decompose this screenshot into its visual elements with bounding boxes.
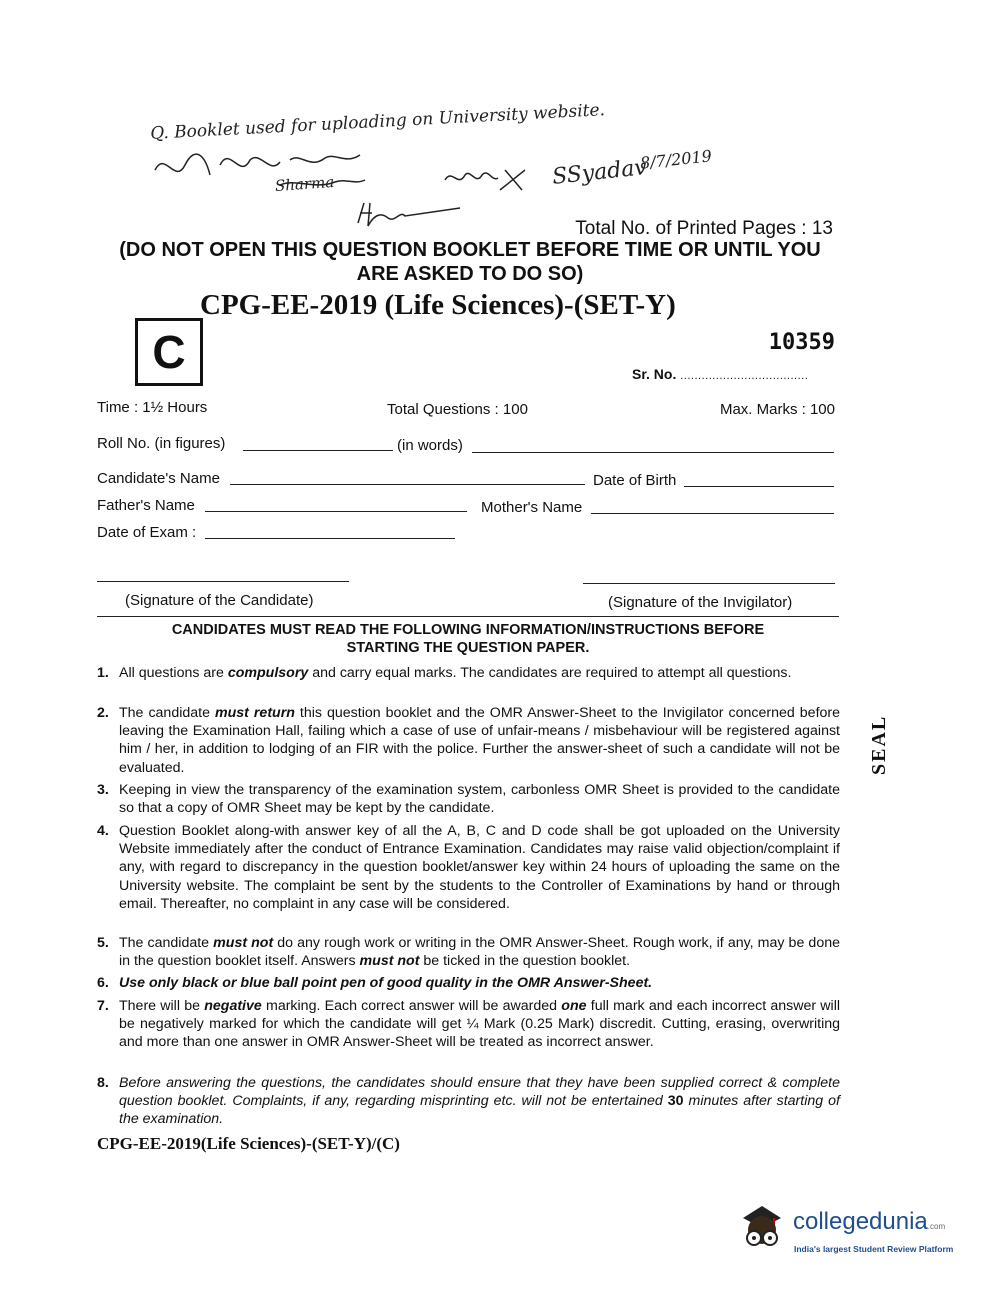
- exam-date-label: Date of Exam :: [97, 524, 197, 541]
- candidate-name-label: Candidate's Name: [97, 470, 220, 487]
- exam-time: Time : 1½ Hours: [97, 399, 208, 416]
- handwritten-scribble: [440, 160, 540, 200]
- instructions-heading-1: CANDIDATES MUST READ THE FOLLOWING INFORMATION/INSTRUCTIONS BEFORE: [171, 622, 765, 638]
- instruction-7: 7. There will be negative marking. Each correct answer will be awarded one full mark and each incorrect answer will be negatively marked for which the candidate will get ¼ Mark (0.25 Mark) discredit. Cutting, erasing, overwriting and more than one answer in OMR Answer-Sheet will be treated as incorrect answer.: [97, 998, 841, 1051]
- candidate-signature-label: (Signature of the Candidate): [125, 592, 314, 609]
- sr-no: [632, 366, 808, 382]
- brand-logo: [793, 1208, 945, 1236]
- handwritten-initials: [350, 198, 470, 228]
- mother-name-field[interactable]: [591, 513, 834, 514]
- roll-figures-label: Roll No. (in figures): [97, 435, 226, 452]
- dob-label: Date of Birth: [593, 472, 677, 489]
- mascot-logo-icon: [737, 1198, 787, 1254]
- instructions-heading-2: STARTING THE QUESTION PAPER.: [346, 640, 590, 656]
- sr-no-label: Sr. No.: [632, 366, 677, 382]
- instruction-8: 8. Before answering the questions, the candidates should ensure that they have been supplied correct & complete question booklet. Complaints, if any, regarding misprinting etc. will not be entertained 30 minutes after starting of the examination.: [97, 1075, 840, 1128]
- instruction-2: 2. The candidate must return this question booklet and the OMR Answer-Sheet to the Invigilator concerned before leaving the Examination Hall, failing which a case of use of unfair-means / misbehaviour will be registered against him / her, in addition to lodging of an FIR with the police. Further the answer-sheet of such a candidate will not be evaluated.: [97, 705, 841, 776]
- instruction-3: 3. Keeping in view the transparency of the examination system, carbonless OMR Sheet is provided to the candidate so that a copy of OMR Sheet may be kept by the candidate.: [97, 782, 840, 817]
- roll-figures-field[interactable]: [243, 450, 393, 451]
- candidate-signature-line[interactable]: [97, 581, 349, 582]
- handwritten-date: 8/7/2019: [639, 146, 713, 173]
- warning-line-2: ARE ASKED TO DO SO): [356, 263, 584, 285]
- brand-tagline: India's largest Student Review Platform: [794, 1244, 954, 1254]
- invigilator-signature-label: (Signature of the Invigilator): [608, 594, 793, 611]
- brand-suffix: .com: [927, 1222, 946, 1231]
- instruction-5: 5. The candidate must not do any rough work or writing in the OMR Answer-Sheet. Rough work, if any, may be done in the question booklet itself. Answers must not be ticked in the question booklet.: [97, 935, 840, 970]
- max-marks: Max. Marks : 100: [719, 401, 835, 418]
- total-pages: Total No. of Printed Pages : 13: [575, 218, 833, 239]
- instruction-1: 1. All questions are compulsory and carry equal marks. The candidates are required to attempt all questions.: [97, 665, 792, 681]
- total-questions: Total Questions : 100: [387, 401, 528, 418]
- handwritten-note: Q. Booklet used for uploading on University website.: [149, 100, 606, 144]
- instruction-4: 4. Question Booklet along-with answer key of all the A, B, C and D code shall be got uploaded on the University Website immediately after the conduct of Entrance Examination. Candidates may raise valid objection/complaint if any, with regard to discrepancy in the question booklet/answer key within 24 hours of uploading the same on the University website. The complaint be sent by the students to the Controller of Examinations by hand or through email. Thereafter, no complaint in any case will be considered.: [97, 823, 840, 912]
- invigilator-signature-line[interactable]: [583, 583, 835, 584]
- handwritten-signatures-left: [150, 140, 390, 200]
- page-title: CPG-EE-2019 (Life Sciences)-(SET-Y): [200, 289, 676, 321]
- handwritten-signature: SSyadav: [550, 155, 648, 190]
- exam-date-field[interactable]: [205, 538, 455, 539]
- warning-line-1: (DO NOT OPEN THIS QUESTION BOOKLET BEFORE TIME OR UNTIL YOU: [119, 239, 821, 261]
- candidate-name-field[interactable]: [230, 484, 585, 485]
- seal-label: SEAL: [868, 714, 890, 775]
- roll-words-field[interactable]: [472, 452, 834, 453]
- serial-number: 10359: [768, 330, 835, 355]
- sr-no-dots: ....................................: [680, 370, 809, 382]
- brand-name: collegedunia: [793, 1208, 928, 1235]
- instruction-6: 6. Use only black or blue ball point pen of good quality in the OMR Answer-Sheet.: [97, 975, 653, 991]
- footer-code: CPG-EE-2019(Life Sciences)-(SET-Y)/(C): [97, 1134, 400, 1153]
- booklet-code-box: C: [135, 318, 203, 386]
- father-name-field[interactable]: [205, 511, 467, 512]
- handwritten-name: Sharma: [274, 172, 335, 196]
- dob-field[interactable]: [684, 486, 834, 487]
- roll-words-label: (in words): [397, 437, 463, 454]
- section-divider: [97, 616, 839, 617]
- mother-name-label: Mother's Name: [481, 499, 583, 516]
- father-name-label: Father's Name: [97, 497, 195, 514]
